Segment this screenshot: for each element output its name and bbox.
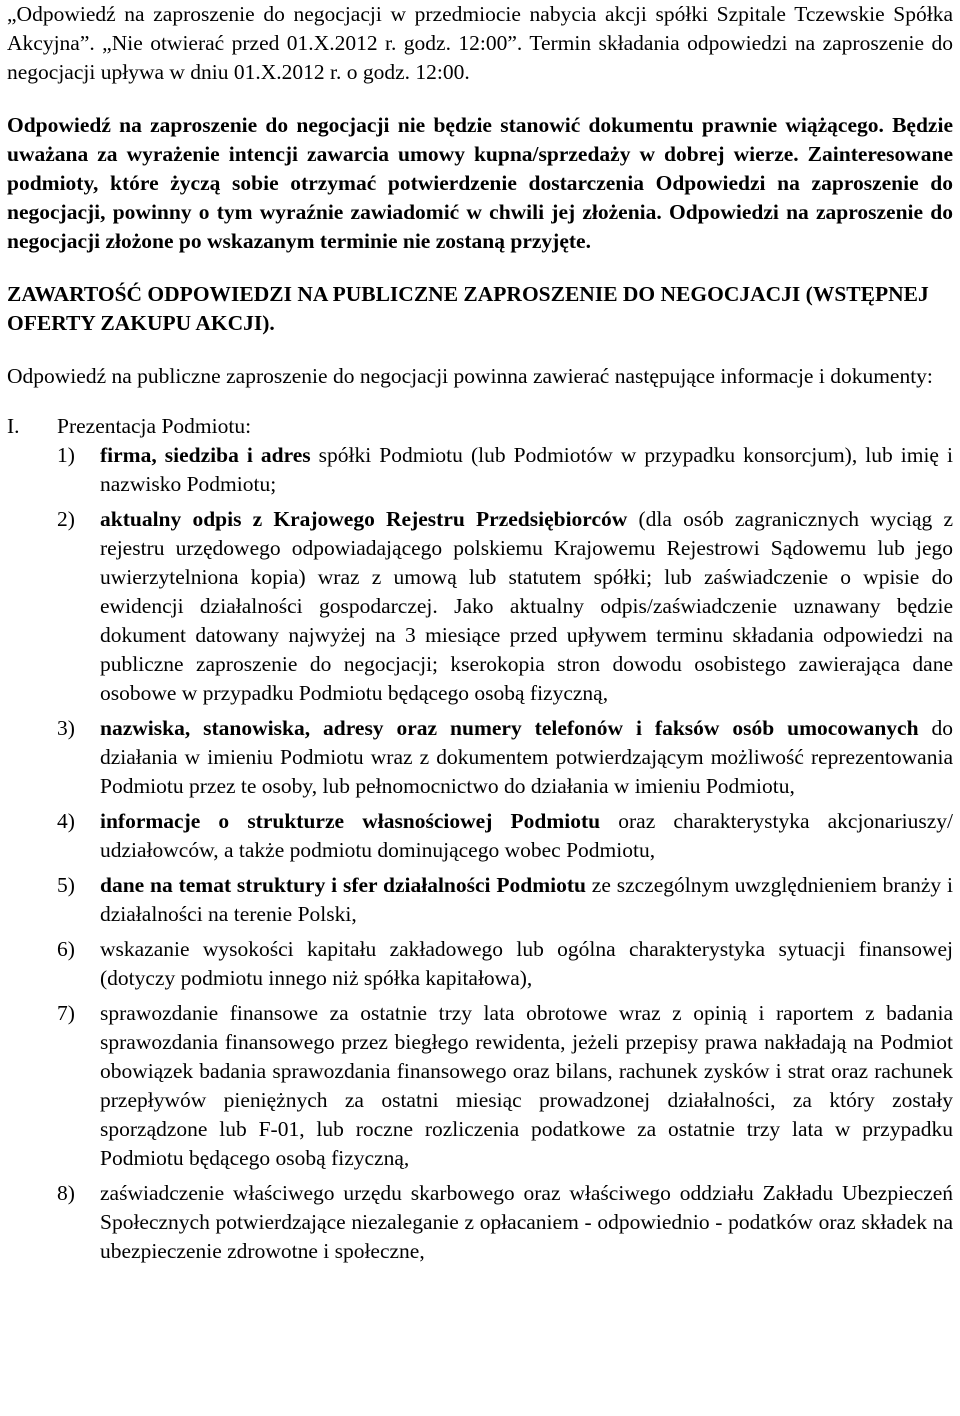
list-item-rest-text: do działania w imieniu Podmiotu wraz z dokumentem potwierdzającym możliwość reprezentowania Podmiotu przez te osoby, lub pełnomocnictwo do działania w imieniu Podmiotu, <box>100 716 953 798</box>
list-item-number: 5) <box>57 873 75 897</box>
list-item-number: 7) <box>57 1001 75 1025</box>
list-item-rest-text: ze szczególnym uwzględnieniem branży i działalności na terenie Polski, <box>100 873 953 926</box>
list-item-text <box>100 999 953 1173</box>
list-item-number: 6) <box>57 937 75 961</box>
section-title-row <box>7 412 953 441</box>
list-item-rest-text: sprawozdanie finansowe za ostatnie trzy lata obrotowe wraz z opinią i raportem z badania sprawozdania finansowego przez biegłego rewidenta, jeżeli przepisy prawa nakładają na Podmiot obowiązek badania sprawozdania finansowego oraz bilans, rachunek zysków i strat oraz rachunek przepływów pieniężnych za ostatni miesiąc prowadzonej działalności, za który zostały sporządzone lub F-01, lub roczne rozliczenia podatkowe za ostatnie trzy lata w przypadku Podmiotu będącego osobą fizyczną, <box>100 1001 953 1170</box>
list-item <box>7 441 953 499</box>
header-paragraph: „Odpowiedź na zaproszenie do negocjacji w przedmiocie nabycia akcji spółki Szpitale Tczewskie Spółka Akcyjna”. „Nie otwierać przed 01.X.2012 r. godz. 12:00”. Termin składania odpowiedzi na zaproszenie do negocjacji upływa w dniu 01.X.2012 r. o godz. 12:00. <box>7 2 953 84</box>
list-item-rest-text: zaświadczenie właściwego urzędu skarbowego oraz właściwego oddziału Zakładu Ubezpieczeń Społecznych potwierdzające niezaleganie z opłacaniem - odpowiednio - podatków oraz składek na ubezpieczenie zdrowotne i społeczne, <box>100 1181 953 1263</box>
intro-paragraph: Odpowiedź na publiczne zaproszenie do negocjacji powinna zawierać następujące informacje i dokumenty: <box>7 364 933 388</box>
list-item <box>7 714 953 801</box>
list-item-rest-text: (dla osób zagranicznych wyciąg z rejestru urzędowego odpowiadającego polskiemu Krajowemu Rejestrowi Sądowemu lub jego uwierzytelniona kopia) wraz z umową lub statutem spółki; lub zaświadczenie o wpisie do ewidencji działalności gospodarczej. Jako aktualny odpis/zaświadczenie uznawany będzie dokument datowany najwyżej na 3 miesiące przed upływem terminu składania odpowiedzi na publiczne zaproszenie do negocjacji; kserokopia stron dowodu osobistego zawierająca dane osobowe w przypadku Podmiotu będącego osobą fizyczną, <box>100 507 954 705</box>
list-item-rest-text: wskazanie wysokości kapitału zakładowego lub ogólna charakterystyka sytuacji finansowej (dotyczy podmiotu innego niż spółka kapitałowa), <box>100 937 953 990</box>
list-item <box>7 807 953 865</box>
list-item-text <box>100 871 953 929</box>
list-item-rest-text: spółki Podmiotu (lub Podmiotów w przypadku konsorcjum), lub imię i nazwisko Podmiotu; <box>100 443 953 496</box>
list-item-bold-text: nazwiska, stanowiska, adresy oraz numery telefonów i faksów osób umocowanych <box>100 716 919 740</box>
list-item <box>7 505 953 708</box>
list-item-number: 4) <box>57 809 75 833</box>
list-item <box>7 999 953 1173</box>
list-item-number: 2) <box>57 507 75 531</box>
list-item-text <box>100 807 953 865</box>
list-item-rest-text: oraz charakterystyka akcjonariuszy/ udziałowców, a także podmiotu dominującego wobec Podmiotu, <box>100 809 953 862</box>
section-title: Prezentacja Podmiotu: <box>57 414 252 438</box>
list-item-text <box>100 505 953 708</box>
list-item <box>7 1179 953 1266</box>
requirements-list <box>7 441 953 1266</box>
list-item-bold-text: informacje o strukturze własnościowej Podmiotu <box>100 809 601 833</box>
section-number: I. <box>7 414 20 438</box>
notice-paragraph: Odpowiedź na zaproszenie do negocjacji nie będzie stanowić dokumentu prawnie wiążącego. Będzie uważana za wyrażenie intencji zawarcia umowy kupna/sprzedaży w dobrej wierze. Zainteresowane podmioty, które życzą sobie otrzymać potwierdzenie dostarczenia Odpowiedzi na zaproszenie do negocjacji, powinny o tym wyraźnie zawiadomić w chwili jej złożenia. Odpowiedzi na zaproszenie do negocjacji złożone po wskazanym terminie nie zostaną przyjęte. <box>7 113 953 253</box>
list-item-number: 1) <box>57 443 75 467</box>
list-item-text <box>100 714 953 801</box>
list-item-bold-text: firma, siedziba i adres <box>100 443 311 467</box>
list-item-bold-text: dane na temat struktury i sfer działalności Podmiotu <box>100 873 586 897</box>
list-item <box>7 935 953 993</box>
list-item-text <box>100 935 953 993</box>
list-item <box>7 871 953 929</box>
list-item-bold-text: aktualny odpis z Krajowego Rejestru Przedsiębiorców <box>100 507 628 531</box>
section-heading: ZAWARTOŚĆ ODPOWIEDZI NA PUBLICZNE ZAPROSZENIE DO NEGOCJACJI (WSTĘPNEJ OFERTY ZAKUPU AKCJI). <box>7 282 929 335</box>
list-item-text <box>100 441 953 499</box>
list-item-number: 3) <box>57 716 75 740</box>
list-item-number: 8) <box>57 1181 75 1205</box>
section-presentation <box>7 412 953 1266</box>
list-item-text <box>100 1179 953 1266</box>
